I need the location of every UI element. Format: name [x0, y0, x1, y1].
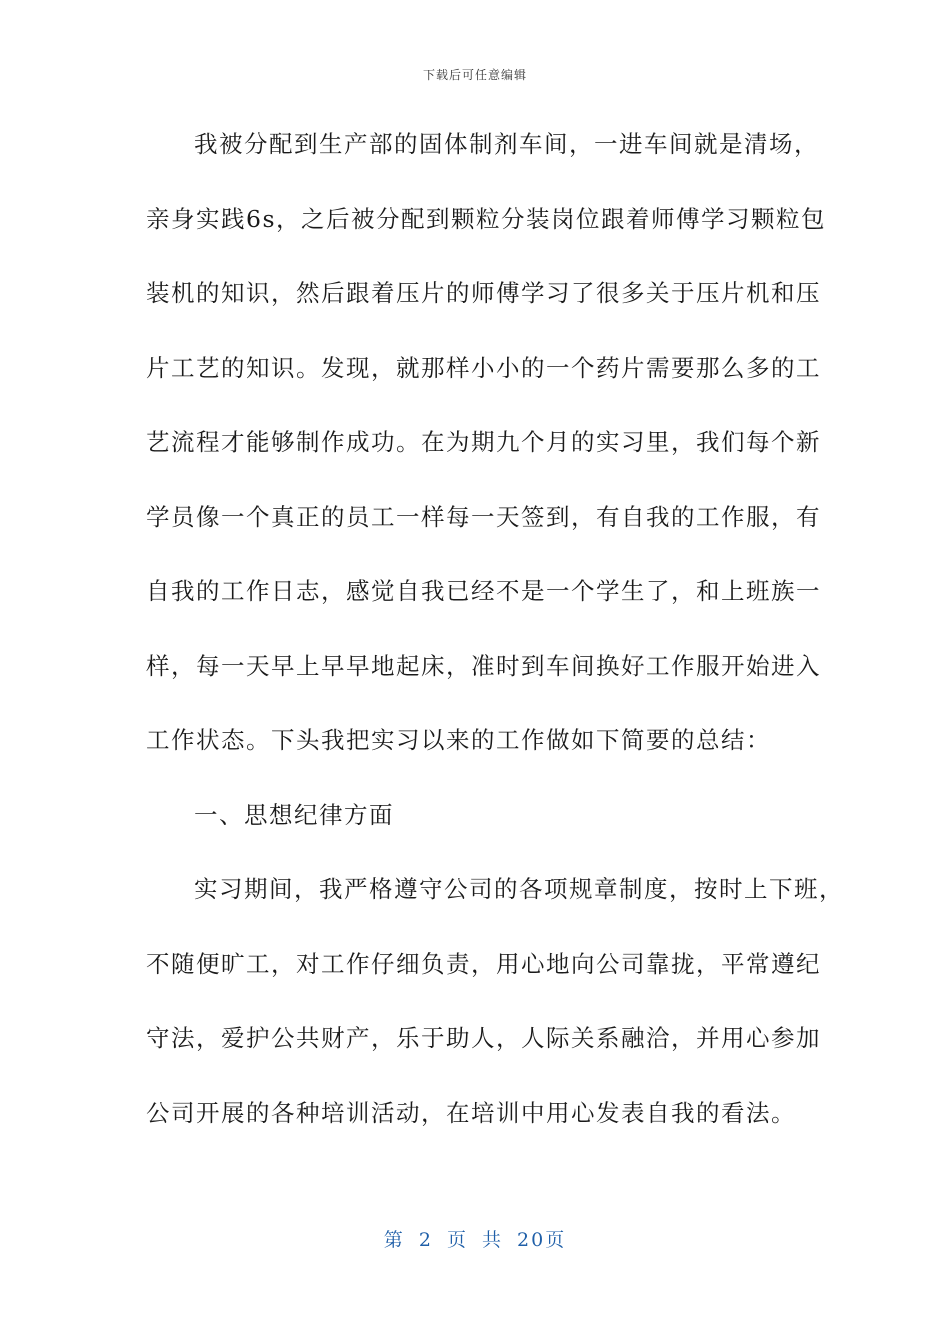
paragraph-line: 守法，爱护公共财产，乐于助人，人际关系融洽，并用心参加 — [146, 1024, 821, 1052]
paragraph-line: 亲身实践6s，之后被分配到颗粒分装岗位跟着师傅学习颗粒包 — [146, 204, 827, 233]
body-text — [146, 124, 844, 1167]
paragraph-line: 我被分配到生产部的固体制剂车间，一进车间就是清场， — [194, 130, 819, 158]
paragraph-line: 不随便旷工，对工作仔细负责，用心地向公司靠拢，平常遵纪 — [146, 949, 821, 978]
paragraph-line: 装机的知识，然后跟着压片的师傅学习了很多关于压片机和压 — [146, 279, 821, 307]
section-heading: 一、思想纪律方面 — [194, 800, 394, 829]
paragraph-line: 自我的工作日志，感觉自我已经不是一个学生了，和上班族一 — [146, 577, 821, 605]
page-number: 第 2 页 共 20页 — [383, 1229, 567, 1251]
paragraph-line: 片工艺的知识。发现，就那样小小的一个药片需要那么多的工 — [146, 353, 821, 382]
paragraph-line: 样，每一天早上早早地起床，准时到车间换好工作服开始进入 — [146, 651, 821, 680]
paragraph-line: 艺流程才能够制作成功。在为期九个月的实习里，我们每个新 — [146, 428, 821, 456]
paragraph-line: 工作状态。下头我把实习以来的工作做如下简要的总结： — [146, 726, 771, 754]
paragraph-line: 学员像一个真正的员工一样每一天签到，有自我的工作服，有 — [146, 502, 821, 531]
paragraph-line: 实习期间，我严格遵守公司的各项规章制度，按时上下班， — [194, 875, 844, 903]
page-header: 下载后可任意编辑 — [422, 68, 527, 82]
paragraph-line: 公司开展的各种培训活动，在培训中用心发表自我的看法。 — [146, 1098, 796, 1127]
